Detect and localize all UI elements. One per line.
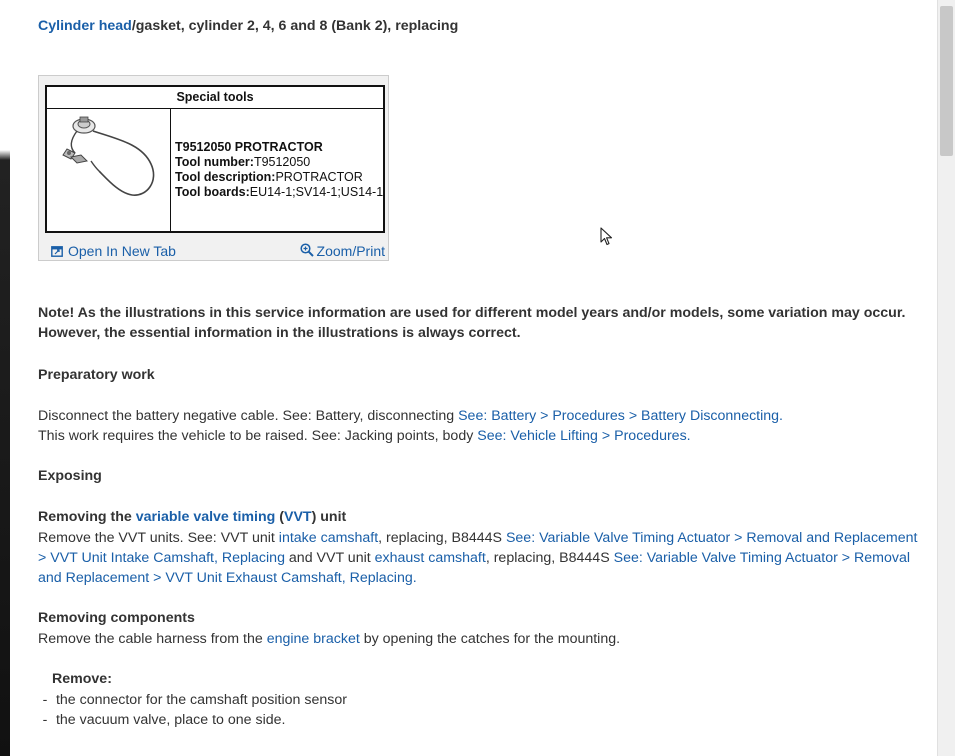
components-paragraph [38, 629, 920, 649]
title-link-cylinder-head[interactable]: Cylinder head [38, 18, 132, 34]
tool-number-value: T9512050 [253, 155, 311, 169]
special-tools-card [38, 75, 389, 261]
title-rest: /gasket, cylinder 2, 4, 6 and 8 (Bank 2), replacing [131, 18, 459, 34]
vvt-paragraph [38, 528, 920, 589]
vvt-link[interactable]: VVT [284, 509, 312, 525]
tool-boards-value: EU14-1;SV14-1;US14-1 [249, 185, 384, 199]
tool-boards-label: Tool boards: [175, 185, 250, 199]
vvt-text-1: Remove the VVT units. See: VVT unit [38, 530, 279, 546]
exhaust-camshaft-link[interactable]: exhaust camshaft [374, 550, 486, 567]
tool-number-label: Tool number: [175, 155, 254, 169]
special-tools-header: Special tools [47, 87, 383, 109]
tool-description-value: PROTRACTOR [275, 170, 363, 184]
vvt-exhaust-replacing-link[interactable]: See: Variable Valve Timing Actuator > Removal and Replacement > VVT Unit Exhaust Camshaft, Replacing. [38, 550, 910, 587]
preparatory-work-heading: Preparatory work [38, 367, 155, 383]
page-title [38, 16, 458, 36]
list-item: - the vacuum valve, place to one side. [42, 712, 286, 729]
vvt-heading-post: ) unit [311, 509, 347, 525]
window-left-edge [0, 0, 10, 756]
zoom-print-link[interactable] [300, 241, 385, 262]
open-in-new-tab-label: Open In New Tab [68, 243, 176, 259]
vvt-text-4: , replacing, B8444S [485, 550, 614, 567]
battery-text: Disconnect the battery negative cable. See: Battery, disconnecting [38, 408, 459, 424]
vertical-scrollbar[interactable] [937, 0, 955, 756]
preparatory-line-battery [38, 406, 920, 426]
components-text-1: Remove the cable harness from the [38, 631, 267, 647]
tool-description-label: Tool description: [175, 170, 276, 184]
scrollbar-thumb[interactable] [940, 6, 953, 156]
open-in-new-tab-link[interactable] [51, 241, 176, 262]
list-item: - the connector for the camshaft position sensor [42, 692, 347, 708]
tool-name: T9512050 PROTRACTOR [175, 140, 323, 154]
remove-list [38, 690, 347, 730]
components-text-2: by opening the catches for the mounting. [359, 631, 621, 647]
preparatory-line-lifting [38, 426, 920, 446]
vvt-text-3: and VVT unit [284, 550, 375, 567]
illustration-note: Note! As the illustrations in this service information are used for different model years and/or models, some variation may occur. However, the essential information in the illustrations is always correct. [38, 305, 906, 342]
tool-card-actions [47, 239, 387, 259]
variable-valve-timing-link[interactable]: variable valve timing [135, 509, 276, 525]
tool-details [175, 140, 383, 200]
vvt-intake-replacing-link[interactable]: See: Variable Valve Timing Actuator > Removal and Replacement > VVT Unit Intake Camshaft, Replacing [38, 530, 918, 567]
vehicle-lifting-link[interactable]: See: Vehicle Lifting > Procedures. [477, 428, 691, 444]
vvt-heading [38, 507, 920, 527]
vvt-text-2: , replacing, B8444S [378, 530, 506, 546]
open-new-tab-icon [51, 242, 63, 262]
protractor-tool-image[interactable] [47, 109, 171, 232]
engine-bracket-link[interactable]: engine bracket [266, 631, 360, 647]
zoom-print-label: Zoom/Print [316, 243, 385, 259]
exposing-heading: Exposing [38, 468, 102, 484]
vvt-heading-pre: Removing the [38, 509, 136, 525]
lifting-text: This work requires the vehicle to be raised. See: Jacking points, body [38, 428, 478, 444]
remove-heading: Remove: [52, 671, 112, 687]
list-item-text: the vacuum valve, place to one side. [55, 712, 286, 729]
window-right-edge [955, 0, 960, 756]
special-tools-table [45, 85, 385, 233]
battery-disconnecting-link[interactable]: See: Battery > Procedures > Battery Disconnecting. [458, 408, 783, 424]
list-item-text: the connector for the camshaft position sensor [55, 692, 347, 708]
magnifier-zoom-icon [300, 242, 314, 262]
mouse-pointer-icon [600, 227, 614, 252]
vvt-heading-mid: ( [275, 509, 284, 525]
removing-components-heading: Removing components [38, 610, 195, 626]
intake-camshaft-link[interactable]: intake camshaft [278, 530, 379, 546]
